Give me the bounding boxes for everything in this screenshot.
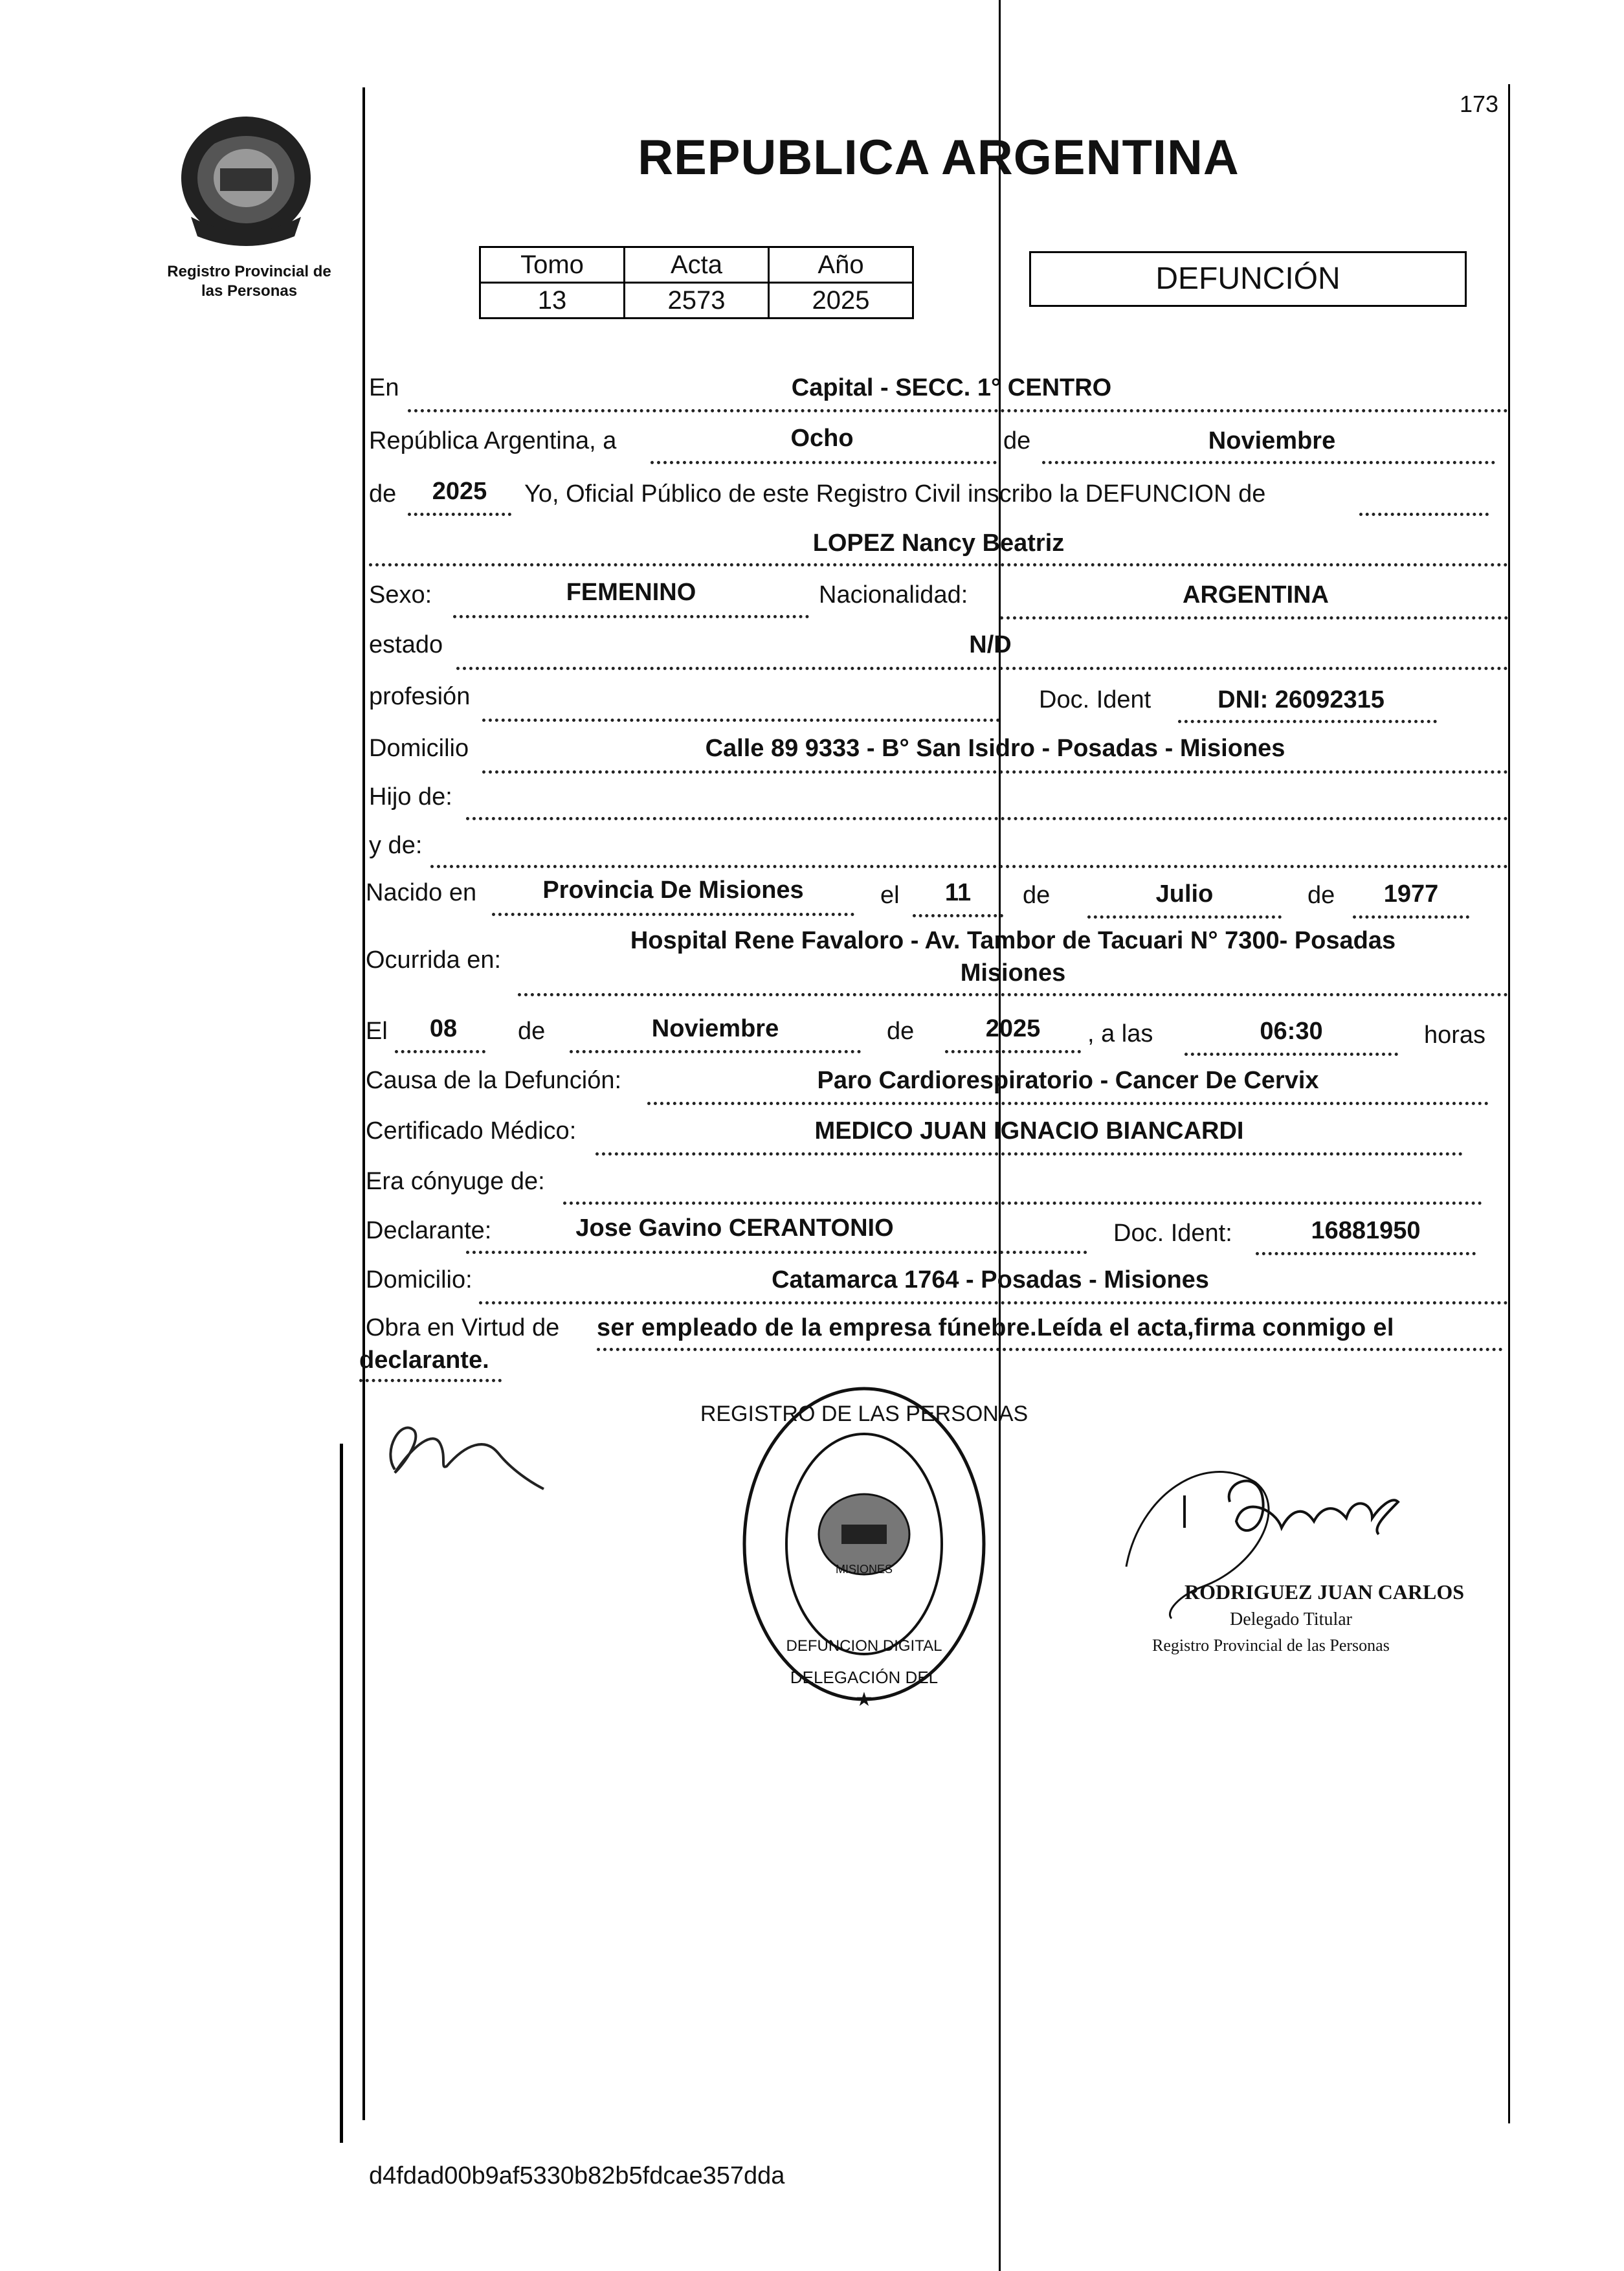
doc2-label: Doc. Ident: <box>1113 1220 1232 1247</box>
death-year-dotted-line <box>945 1050 1081 1053</box>
birth-year: 1977 <box>1383 880 1439 908</box>
registry-label <box>142 262 356 301</box>
sexo-label: Sexo: <box>369 581 432 609</box>
name-dotted-line <box>369 563 1508 566</box>
estado-value: N/D <box>969 631 1012 658</box>
birth-month: Julio <box>1155 880 1214 908</box>
seal-emblem-text: MISIONES <box>835 1563 893 1576</box>
misiones-coat-of-arms-logo <box>165 107 327 246</box>
profesion-dotted-line <box>482 719 1000 722</box>
conyuge-label: Era cónyuge de: <box>366 1168 545 1195</box>
certificado-dotted-line <box>595 1152 1463 1156</box>
obra-value2: declarante. <box>359 1347 489 1374</box>
en-value: Capital - SECC. 1° CENTRO <box>791 374 1112 401</box>
yde-dotted-line <box>430 865 1508 868</box>
obra-label: Obra en Virtud de <box>366 1314 560 1341</box>
sexo-value: FEMENINO <box>566 579 696 606</box>
meta-value-anio: 2025 <box>769 283 913 319</box>
registry-label-line2: las Personas <box>201 282 298 300</box>
obra2-dotted-line <box>359 1379 502 1382</box>
yde-label: y de: <box>369 832 423 859</box>
obra-value: ser empleado de la empresa fúnebre.Leída el acta,firma conmigo el <box>597 1314 1394 1341</box>
nacido-label: Nacido en <box>366 879 477 906</box>
causa-dotted-line <box>647 1102 1489 1105</box>
horas-label: horas <box>1424 1022 1486 1049</box>
meta-value-tomo: 13 <box>480 283 625 319</box>
death-alas-label: , a las <box>1087 1020 1153 1047</box>
doc2-dotted-line <box>1256 1252 1476 1255</box>
death-de2-label: de <box>887 1018 915 1045</box>
domicilio2-dotted-line <box>479 1301 1508 1304</box>
declarant-signature <box>375 1392 557 1495</box>
declarante-value: Jose Gavino CERANTONIO <box>575 1214 894 1242</box>
conyuge-dotted-line <box>563 1202 1482 1205</box>
year-dotted-line <box>408 513 511 516</box>
estado-dotted-line <box>456 667 1508 670</box>
hijo-dotted-line <box>466 817 1508 820</box>
sexo-dotted-line <box>453 615 809 618</box>
nacionalidad-value: ARGENTINA <box>1183 581 1329 609</box>
doc2-value: 16881950 <box>1311 1217 1421 1244</box>
official-org: Registro Provincial de las Personas <box>1152 1636 1390 1655</box>
month-dotted-line <box>1042 461 1495 464</box>
doc-ident-value: DNI: 26092315 <box>1218 686 1385 713</box>
birth-day: 11 <box>944 879 972 906</box>
domicilio-dotted-line <box>482 770 1508 774</box>
seal-star-icon: ★ <box>855 1689 873 1710</box>
en-dotted-line <box>408 409 1508 412</box>
nacido-value: Provincia De Misiones <box>542 877 804 904</box>
nacionalidad-dotted-line <box>1000 616 1508 620</box>
death-day-dotted-line <box>395 1050 485 1053</box>
domicilio2-value: Catamarca 1764 - Posadas - Misiones <box>772 1266 1209 1293</box>
meta-header-anio: Año <box>769 247 913 283</box>
birth-day-dotted-line <box>913 914 1003 917</box>
statement-text: Yo, Oficial Público de este Registro Civil inscribo la DEFUNCION de <box>524 480 1266 508</box>
hijo-label: Hijo de: <box>369 783 452 811</box>
republica-label: República Argentina, a <box>369 427 617 454</box>
declarante-label: Declarante: <box>366 1217 492 1244</box>
death-year: 2025 <box>985 1015 1041 1042</box>
left-edge-line <box>340 1444 343 2143</box>
birth-year-dotted-line <box>1353 915 1469 919</box>
official-signature <box>1126 1457 1489 1670</box>
estado-label: estado <box>369 631 443 658</box>
meta-header-tomo: Tomo <box>480 247 625 283</box>
certificado-value: MEDICO JUAN IGNACIO BIANCARDI <box>814 1117 1244 1145</box>
statement-dotted-line <box>1359 513 1489 516</box>
ocurrida-dotted-line <box>518 993 1508 996</box>
month-value: Noviembre <box>1208 427 1336 454</box>
en-label: En <box>369 374 399 401</box>
document-title: REPUBLICA ARGENTINA <box>638 130 1240 185</box>
domicilio-label: Domicilio <box>369 735 469 762</box>
ocurrida-line1: Hospital Rene Favaloro - Av. Tambor de Tacuari N° 7300- Posadas <box>630 927 1396 954</box>
seal-ring-top-text: REGISTRO DE LAS PERSONAS <box>700 1402 1029 1426</box>
death-time: 06:30 <box>1260 1018 1323 1045</box>
de-label: de <box>1003 427 1031 454</box>
nacido-dotted-line <box>492 913 854 916</box>
domicilio2-label: Domicilio: <box>366 1266 473 1293</box>
registry-label-line1: Registro Provincial de <box>167 263 331 280</box>
official-seal-stamp <box>700 1379 1029 1716</box>
deceased-name: LOPEZ Nancy Beatriz <box>812 530 1065 557</box>
birth-month-dotted-line <box>1087 915 1282 919</box>
record-type-box: DEFUNCIÓN <box>1029 251 1467 307</box>
causa-label: Causa de la Defunción: <box>366 1067 622 1094</box>
day-dotted-line <box>651 461 997 464</box>
profesion-label: profesión <box>369 683 471 710</box>
declarante-dotted-line <box>466 1251 1087 1254</box>
seal-ring-left-text: DELEGACIÓN DEL <box>790 1668 939 1687</box>
doc-ident-label: Doc. Ident <box>1039 686 1151 713</box>
domicilio-value: Calle 89 9333 - B° San Isidro - Posadas - Misiones <box>705 735 1285 762</box>
birth-de-label: de <box>1023 882 1051 909</box>
el-label: el <box>880 882 900 909</box>
left-margin-line <box>362 87 365 2120</box>
page-number: 173 <box>1460 91 1499 117</box>
ocurrida-line2: Misiones <box>960 959 1066 987</box>
doc-ident-dotted-line <box>1178 720 1437 723</box>
record-meta-table <box>479 246 914 319</box>
death-month: Noviembre <box>651 1015 779 1042</box>
nacionalidad-label: Nacionalidad: <box>819 581 968 609</box>
obra-dotted-line <box>597 1348 1503 1351</box>
right-margin-line <box>1508 84 1510 2123</box>
ocurrida-label: Ocurrida en: <box>366 946 502 974</box>
death-el-label: El <box>366 1018 388 1045</box>
official-role: Delegado Titular <box>1230 1609 1352 1629</box>
year-value: 2025 <box>432 478 487 505</box>
official-name: RODRIGUEZ JUAN CARLOS <box>1185 1580 1465 1604</box>
certificado-label: Certificado Médico: <box>366 1117 577 1145</box>
death-de-label: de <box>518 1018 546 1045</box>
meta-value-acta: 2573 <box>625 283 769 319</box>
meta-header-acta: Acta <box>625 247 769 283</box>
causa-value: Paro Cardiorespiratorio - Cancer De Cervix <box>817 1067 1319 1094</box>
document-hash: d4fdad00b9af5330b82b5fdcae357dda <box>369 2162 785 2189</box>
birth-de2-label: de <box>1307 882 1335 909</box>
death-month-dotted-line <box>570 1050 861 1053</box>
day-value: Ocho <box>790 425 854 452</box>
death-time-dotted-line <box>1185 1053 1398 1056</box>
seal-inner-text: DEFUNCION DIGITAL <box>786 1637 942 1655</box>
year-prefix-label: de <box>369 480 397 508</box>
death-day: 08 <box>429 1015 458 1042</box>
